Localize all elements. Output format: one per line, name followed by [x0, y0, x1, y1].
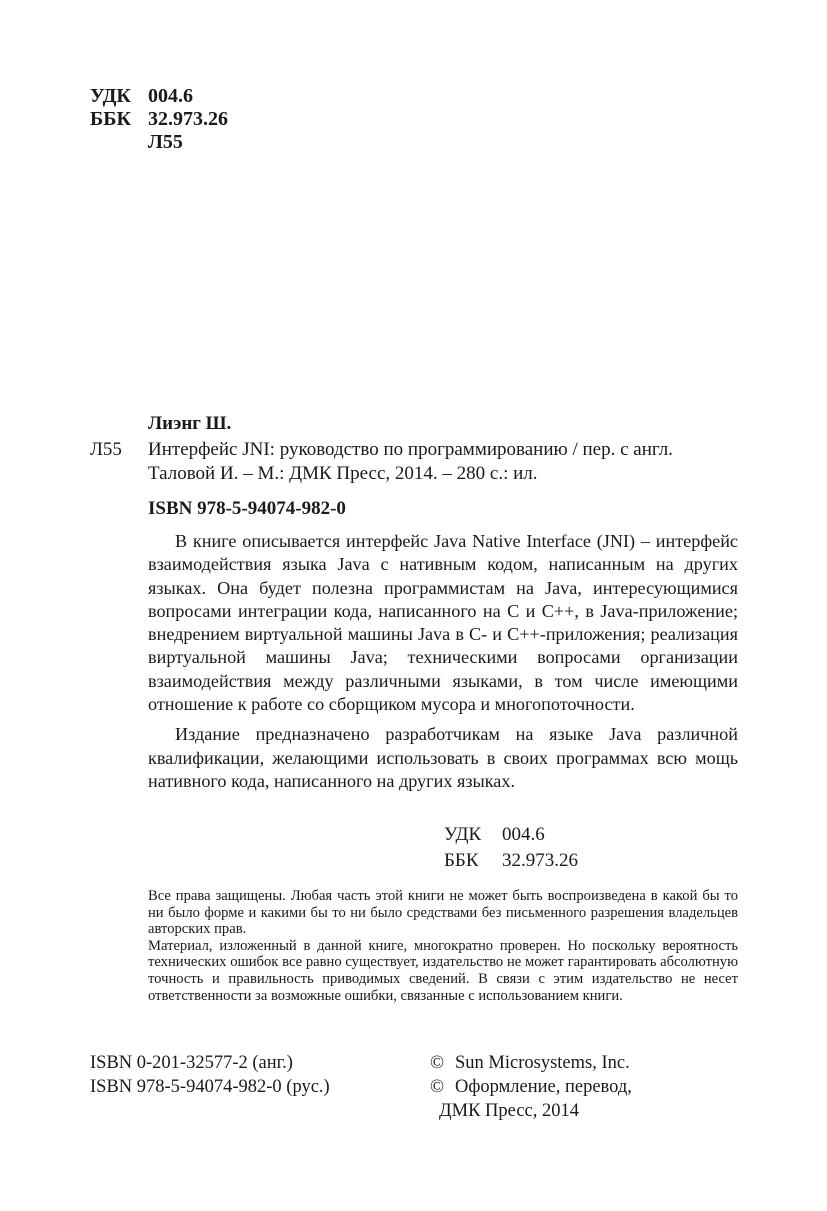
copyright-symbol: ©	[430, 1053, 445, 1073]
catalog-code: Л55	[90, 439, 122, 460]
rights-notice	[148, 888, 738, 1004]
catalog-title	[148, 438, 748, 486]
udk-value: 004.6	[502, 824, 545, 845]
copyright-list	[430, 1051, 632, 1123]
udk-row	[90, 85, 228, 108]
bbk-label: ББК	[90, 108, 131, 130]
copyright-holder: Sun Microsystems, Inc.	[455, 1053, 630, 1073]
catalog-title-line1: Интерфейс JNI: руководство по программированию / пер. с англ.	[148, 439, 673, 460]
copyright-design: Оформление, перевод,	[455, 1077, 632, 1097]
bbk-value: 32.973.26	[148, 108, 228, 130]
catalog-isbn: ISBN 978-5-94074-982-0	[148, 498, 346, 519]
isbn-english: ISBN 0-201-32577-2 (анг.)	[90, 1053, 293, 1073]
classification-block-bottom	[444, 822, 578, 874]
catalog-author: Лиэнг Ш.	[148, 413, 232, 434]
udk-value: 004.6	[148, 85, 193, 107]
copyright-line	[430, 1075, 632, 1099]
annotation-paragraph: В книге описывается интерфейс Java Native Interface (JNI) – интерфейс взаимодействия языка Java с нативным кодом, написанным на других языках. Она будет полезна программистам на Java, интересующимися вопросами интеграции кода, написанного на C и C++, в Java-приложение; внедрением виртуальной машины Java в C- и C++-приложения; реализация виртуальной машины Java; техническими вопросами организации взаимодействия между различными языками, в том числе имеющими отношение к работе со сборщиком мусора и многопоточности.	[148, 531, 738, 715]
copyright-publisher: ДМК Пресс, 2014	[439, 1101, 579, 1121]
udk-label: УДК	[444, 824, 482, 845]
copyright-symbol: ©	[430, 1077, 445, 1097]
copyright-line	[430, 1051, 632, 1075]
classification-block-top	[90, 85, 228, 154]
annotation-paragraph: Издание предназначено разработчикам на языке Java различной квалификации, желающими использовать в своих программах всю мощь нативного кода, написанного на других языках.	[148, 724, 738, 791]
isbn-russian: ISBN 978-5-94074-982-0 (рус.)	[90, 1077, 330, 1097]
bbk-row	[444, 848, 578, 874]
author-mark-row	[90, 131, 228, 154]
isbn-list	[90, 1051, 330, 1099]
bbk-label: ББК	[444, 850, 479, 871]
udk-label: УДК	[90, 85, 131, 107]
author-mark: Л55	[148, 131, 183, 153]
rights-paragraph: Все права защищены. Любая часть этой книги не может быть воспроизведена в какой бы то ни было форме и какими бы то ни было средствами без письменного разрешения владельцев авторских прав.	[148, 888, 738, 938]
udk-row	[444, 822, 578, 848]
disclaimer-paragraph: Материал, изложенный в данной книге, многократно проверен. Но поскольку вероятность технических ошибок все равно существует, издательство не может гарантировать абсолютную точность и правильность приводимых сведений. В связи с этим издательство не несет ответственности за возможные ошибки, связанные с использованием книги.	[148, 937, 738, 1004]
catalog-title-line2: Таловой И. – М.: ДМК Пресс, 2014. – 280 с.: ил.	[148, 463, 538, 484]
bbk-row	[90, 108, 228, 131]
bbk-value: 32.973.26	[502, 850, 578, 871]
annotation	[148, 530, 738, 800]
